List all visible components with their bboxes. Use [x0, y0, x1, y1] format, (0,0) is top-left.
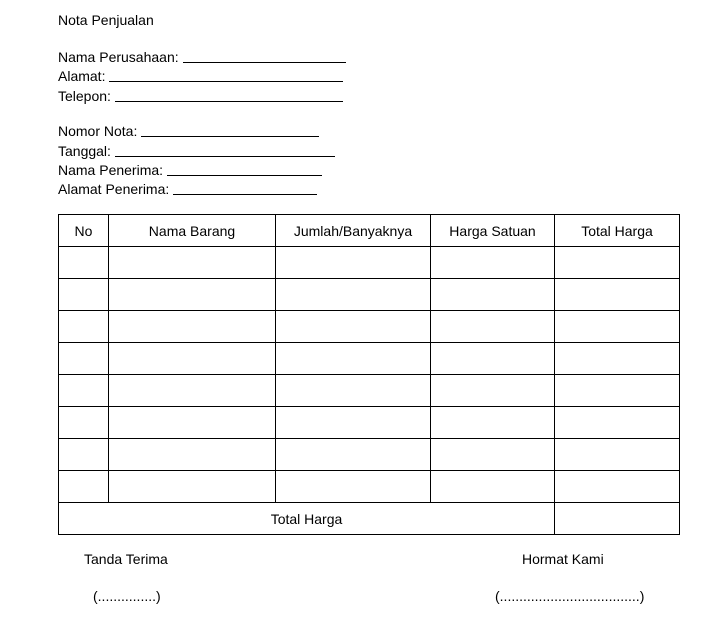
invoice-number-field — [58, 121, 319, 139]
table-cell[interactable] — [109, 311, 276, 343]
invoice-number-label: Nomor Nota: — [58, 123, 138, 139]
recipient-address-label: Alamat Penerima: — [58, 181, 170, 197]
table-cell[interactable] — [109, 247, 276, 279]
table-cell[interactable] — [276, 279, 431, 311]
table-row — [59, 343, 680, 375]
company-name-field — [58, 47, 346, 65]
recipient-address-field — [58, 179, 317, 197]
table-cell[interactable] — [431, 375, 555, 407]
table-cell[interactable] — [276, 375, 431, 407]
header-quantity: Jumlah/Banyaknya — [276, 215, 431, 247]
table-cell[interactable] — [276, 471, 431, 503]
header-total-price: Total Harga — [555, 215, 680, 247]
table-row — [59, 279, 680, 311]
table-cell[interactable] — [59, 439, 109, 471]
invoice-number-blank[interactable] — [141, 124, 319, 137]
header-unit-price: Harga Satuan — [431, 215, 555, 247]
company-address-label: Alamat: — [58, 68, 106, 84]
items-table — [58, 214, 680, 535]
table-cell[interactable] — [431, 439, 555, 471]
table-cell[interactable] — [555, 471, 680, 503]
company-name-label: Nama Perusahaan: — [58, 49, 179, 65]
table-row — [59, 471, 680, 503]
table-row — [59, 439, 680, 471]
table-cell[interactable] — [276, 311, 431, 343]
table-row — [59, 407, 680, 439]
table-cell[interactable] — [276, 407, 431, 439]
regards-signature-blank[interactable]: (....................................) — [495, 588, 645, 604]
header-no: No — [59, 215, 109, 247]
table-cell[interactable] — [555, 279, 680, 311]
table-row — [59, 375, 680, 407]
table-cell[interactable] — [109, 279, 276, 311]
table-cell[interactable] — [109, 343, 276, 375]
table-cell[interactable] — [276, 343, 431, 375]
table-cell[interactable] — [59, 343, 109, 375]
table-cell[interactable] — [431, 247, 555, 279]
table-cell[interactable] — [109, 471, 276, 503]
document-title: Nota Penjualan — [58, 12, 154, 28]
table-cell[interactable] — [555, 407, 680, 439]
table-cell[interactable] — [59, 247, 109, 279]
table-row — [59, 311, 680, 343]
table-cell[interactable] — [276, 247, 431, 279]
table-cell[interactable] — [431, 311, 555, 343]
table-cell[interactable] — [431, 407, 555, 439]
recipient-address-blank[interactable] — [173, 182, 317, 195]
table-cell[interactable] — [59, 407, 109, 439]
table-cell[interactable] — [109, 439, 276, 471]
table-row — [59, 247, 680, 279]
received-signature-blank[interactable]: (...............) — [93, 588, 161, 604]
table-cell[interactable] — [59, 471, 109, 503]
header-item-name: Nama Barang — [109, 215, 276, 247]
company-phone-field — [58, 86, 343, 104]
table-cell[interactable] — [431, 471, 555, 503]
company-phone-blank[interactable] — [115, 89, 343, 102]
table-cell[interactable] — [555, 247, 680, 279]
total-value-cell[interactable] — [555, 503, 680, 535]
invoice-date-label: Tanggal: — [58, 143, 111, 159]
table-header-row — [59, 215, 680, 247]
company-phone-label: Telepon: — [58, 88, 111, 104]
table-cell[interactable] — [109, 407, 276, 439]
table-total-row — [59, 503, 680, 535]
table-cell[interactable] — [555, 311, 680, 343]
table-cell[interactable] — [555, 439, 680, 471]
table-cell[interactable] — [59, 279, 109, 311]
received-signature-label: Tanda Terima — [84, 551, 168, 567]
table-cell[interactable] — [431, 279, 555, 311]
recipient-name-label: Nama Penerima: — [58, 162, 164, 178]
company-address-blank[interactable] — [109, 69, 343, 82]
company-name-blank[interactable] — [183, 50, 346, 63]
table-cell[interactable] — [59, 375, 109, 407]
table-cell[interactable] — [555, 343, 680, 375]
total-label: Total Harga — [59, 503, 555, 535]
recipient-name-blank[interactable] — [167, 163, 322, 176]
regards-signature-label: Hormat Kami — [522, 551, 604, 567]
table-cell[interactable] — [555, 375, 680, 407]
table-cell[interactable] — [276, 439, 431, 471]
company-address-field — [58, 66, 343, 84]
invoice-date-blank[interactable] — [115, 144, 335, 157]
invoice-date-field — [58, 141, 335, 159]
table-cell[interactable] — [59, 311, 109, 343]
recipient-name-field — [58, 160, 322, 178]
table-cell[interactable] — [109, 375, 276, 407]
table-cell[interactable] — [431, 343, 555, 375]
